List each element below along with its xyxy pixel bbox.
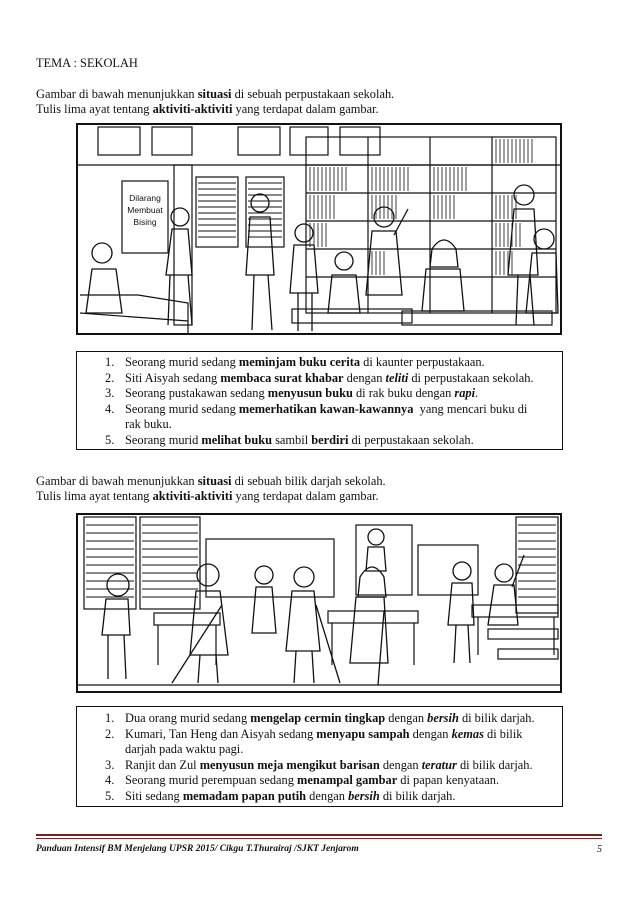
list-item: 2. Siti Aisyah sedang membaca surat khabar dengan teliti di perpustakaan sekolah. bbox=[105, 370, 534, 385]
answers-list-library bbox=[105, 355, 534, 448]
sign-text-1: Dilarang bbox=[129, 193, 161, 203]
sign-text-3: Bising bbox=[133, 217, 157, 227]
library-drawing bbox=[78, 125, 560, 333]
footer-divider bbox=[36, 834, 602, 836]
list-item-continuation: rak buku. bbox=[125, 417, 172, 431]
section2-instruction-1: Gambar di bawah menunjukkan situasi di sebuah bilik darjah sekolah. bbox=[36, 474, 386, 488]
section1-instruction-2: Tulis lima ayat tentang aktiviti-aktiviti yang terdapat dalam gambar. bbox=[36, 102, 379, 116]
answers-box-classroom bbox=[76, 706, 563, 807]
list-item: 1. Dua orang murid sedang mengelap cermin tingkap dengan bersih di bilik darjah. bbox=[105, 711, 535, 725]
list-item: 3. Seorang pustakawan sedang menyusun buku di rak buku dengan rapi. bbox=[105, 386, 479, 400]
answers-box-library bbox=[76, 351, 563, 450]
classroom-illustration bbox=[76, 513, 562, 693]
list-item: 5. Siti sedang memadam papan putih dengan bersih di bilik darjah. bbox=[105, 788, 456, 803]
list-item: 5. Seorang murid melihat buku sambil berdiri di perpustakaan sekolah. bbox=[105, 432, 474, 447]
list-item: 2. Kumari, Tan Heng dan Aisyah sedang menyapu sampah dengan kemas di bilik bbox=[105, 726, 523, 741]
list-item: 1. Seorang murid sedang meminjam buku cerita di kaunter perpustakaan. bbox=[105, 355, 485, 369]
library-illustration bbox=[76, 123, 562, 335]
section1-instruction-1: Gambar di bawah menunjukkan situasi di sebuah perpustakaan sekolah. bbox=[36, 87, 395, 101]
classroom-drawing bbox=[78, 515, 560, 691]
answers-list-classroom bbox=[105, 711, 535, 804]
sign-text-2: Membuat bbox=[127, 205, 163, 215]
list-item-continuation: darjah pada waktu pagi. bbox=[125, 742, 244, 756]
footer-text: Panduan Intensif BM Menjelang UPSR 2015/ Cikgu T.Thurairaj /SJKT Jenjarom bbox=[36, 844, 359, 854]
list-item: 3. Ranjit dan Zul menyusun meja mengikut barisan dengan teratur di bilik darjah. bbox=[105, 757, 533, 772]
list-item: 4. Seorang murid perempuan sedang menampal gambar di papan kenyataan. bbox=[105, 773, 500, 787]
page-number: 5 bbox=[597, 844, 602, 855]
list-item: 4. Seorang murid sedang memerhatikan kawan-kawannya yang mencari buku di bbox=[105, 401, 528, 416]
section2-instruction-2: Tulis lima ayat tentang aktiviti-aktiviti yang terdapat dalam gambar. bbox=[36, 489, 379, 503]
footer-divider-thin bbox=[36, 838, 602, 839]
page-title: TEMA : SEKOLAH bbox=[36, 56, 138, 70]
